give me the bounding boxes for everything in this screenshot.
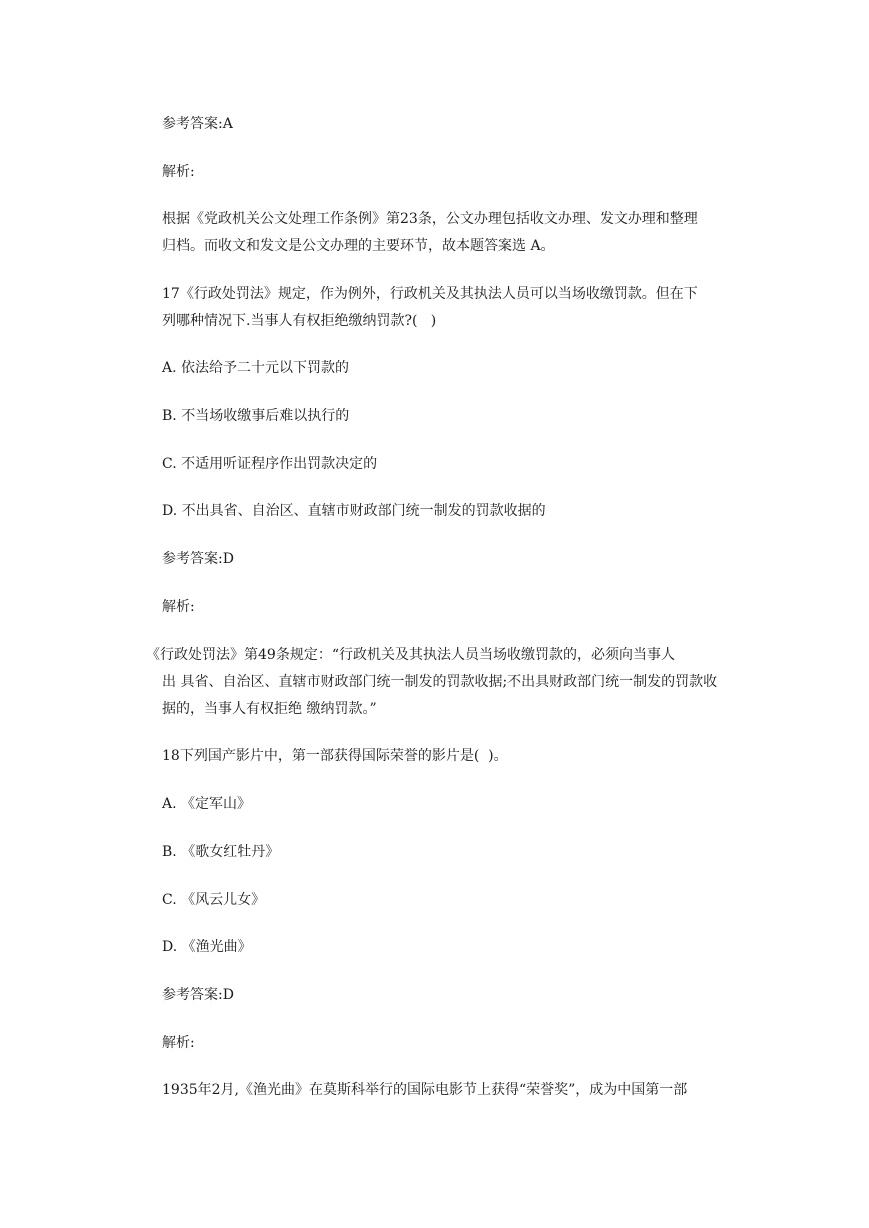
q16-analysis-line-2: 归档。而收文和发文是公文办理的主要环节，故本题答案选 A。: [162, 238, 555, 254]
q17-option-a: A. 依法给予二十元以下罚款的: [162, 360, 350, 376]
q16-answer: 参考答案:A: [162, 116, 233, 132]
q17-stem-line-2: 列哪种情况下.当事人有权拒绝缴纳罚款?( ): [162, 313, 437, 329]
q17-option-b: B. 不当场收缴事后难以执行的: [162, 408, 350, 424]
q17-analysis-label: 解析:: [162, 599, 195, 615]
q17-stem-line-1: 17《行政处罚法》规定，作为例外，行政机关及其执法人员可以当场收缴罚款。但在下: [162, 286, 698, 302]
q18-analysis-label: 解析:: [162, 1035, 195, 1051]
q16-analysis-label: 解析:: [162, 164, 195, 180]
q18-option-a: A. 《定军山》: [162, 796, 252, 812]
q17-analysis-line-2: 出 具省、自治区、直辖市财政部门统一制发的罚款收据;不出具财政部门统一制发的罚款收: [162, 674, 718, 690]
q18-option-b: B. 《歌女红牡丹》: [162, 844, 280, 860]
q18-analysis-line-1: 1935年2月,《渔光曲》在莫斯科举行的国际电影节上获得“荣誉奖”，成为中国第一部: [162, 1082, 688, 1098]
q17-option-c: C. 不适用听证程序作出罚款决定的: [162, 456, 378, 472]
q18-answer: 参考答案:D: [162, 987, 234, 1003]
q17-analysis-line-3: 据的，当事人有权拒绝 缴纳罚款。”: [162, 701, 377, 717]
q16-analysis-line-1: 根据《党政机关公文处理工作条例》第23条，公文办理包括收文办理、发文办理和整理: [162, 211, 698, 227]
q17-analysis-line-1: 《行政处罚法》第49条规定：“行政机关及其执法人员当场收缴罚款的，必须向当事人: [146, 647, 675, 663]
q18-option-d: D. 《渔光曲》: [162, 939, 252, 955]
q17-answer: 参考答案:D: [162, 551, 234, 567]
q18-option-c: C. 《风云儿女》: [162, 892, 266, 908]
q18-stem: 18下列国产影片中，第一部获得国际荣誉的影片是( )。: [162, 748, 508, 764]
q17-option-d: D. 不出具省、自治区、直辖市财政部门统一制发的罚款收据的: [162, 503, 546, 519]
